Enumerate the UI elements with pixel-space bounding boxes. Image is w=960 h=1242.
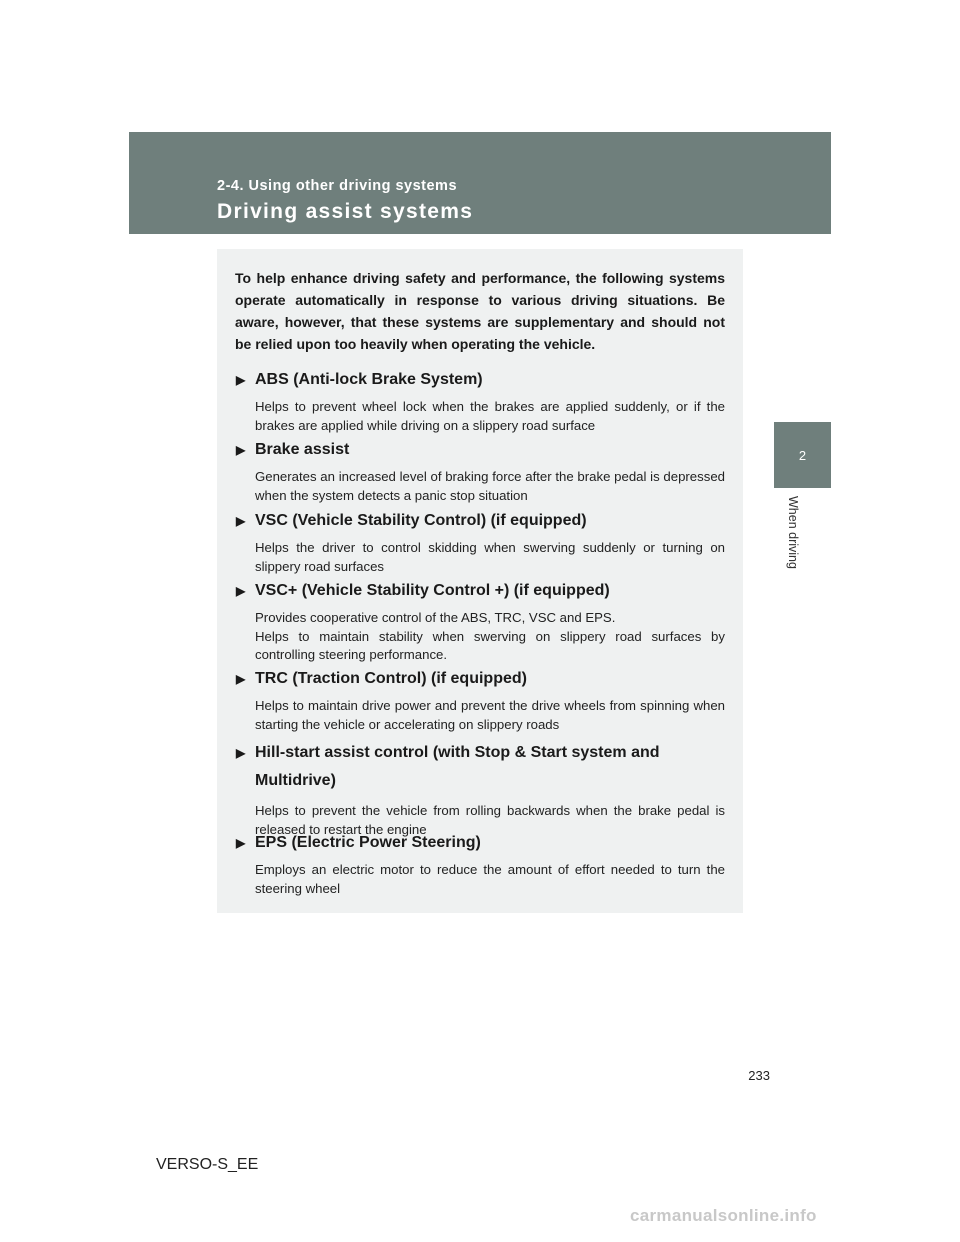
item-title: VSC+ (Vehicle Stability Control +) (if equipped) bbox=[255, 582, 610, 599]
item-description: Employs an electric motor to reduce the amount of effort needed to turn the steering wheel bbox=[255, 862, 725, 896]
page-title: Driving assist systems bbox=[217, 200, 474, 223]
item-heading bbox=[235, 580, 725, 602]
item-heading bbox=[235, 369, 725, 391]
chapter-label: When driving bbox=[786, 496, 800, 569]
item-heading bbox=[235, 739, 725, 795]
chapter-tab bbox=[774, 422, 831, 488]
item-description-line: Provides cooperative control of the ABS, TRC, VSC and EPS. bbox=[255, 610, 616, 625]
item-description: Helps the driver to control skidding when swerving suddenly or turning on slippery road surfaces bbox=[255, 540, 725, 574]
item-description: Helps to maintain drive power and prevent the drive wheels from spinning when starting the vehicle or accelerating on slippery roads bbox=[255, 698, 725, 732]
list-item bbox=[235, 580, 725, 665]
item-title: TRC (Traction Control) (if equipped) bbox=[255, 670, 527, 687]
bullet-icon: ▶ bbox=[236, 443, 246, 457]
page-number: 233 bbox=[748, 1068, 770, 1083]
item-description: Helps to prevent the vehicle from rolling backwards when the brake pedal is released to restart the engine bbox=[255, 803, 725, 837]
document-code: VERSO-S_EE bbox=[156, 1156, 259, 1173]
item-title: EPS (Electric Power Steering) bbox=[255, 834, 481, 851]
item-heading bbox=[235, 439, 725, 461]
list-item bbox=[235, 739, 725, 839]
intro-text: To help enhance driving safety and performance, the following systems operate automatically in response to various driving situations. Be aware, however, that these systems are supplementary and should not be relied upon too heavily when operating the vehicle. bbox=[235, 270, 725, 352]
item-title: Hill-start assist control (with Stop & Start system and Multidrive) bbox=[255, 744, 660, 789]
section-label: 2-4. Using other driving systems bbox=[217, 178, 458, 194]
item-title: Brake assist bbox=[255, 441, 350, 458]
item-heading bbox=[235, 668, 725, 690]
content-box bbox=[217, 249, 743, 913]
bullet-icon: ▶ bbox=[236, 746, 246, 760]
bullet-icon: ▶ bbox=[236, 584, 246, 598]
bullet-icon: ▶ bbox=[236, 514, 246, 528]
item-heading bbox=[235, 510, 725, 532]
item-heading bbox=[235, 832, 725, 854]
watermark: carmanualsonline.info bbox=[630, 1206, 817, 1225]
item-title: ABS (Anti-lock Brake System) bbox=[255, 371, 483, 388]
chapter-number: 2 bbox=[798, 447, 807, 463]
list-item bbox=[235, 832, 725, 898]
bullet-icon: ▶ bbox=[236, 836, 246, 850]
item-title: VSC (Vehicle Stability Control) (if equipped) bbox=[255, 512, 587, 529]
item-description-line: Helps to maintain stability when swerving on slippery road surfaces by controlling steering performance. bbox=[255, 628, 725, 662]
list-item bbox=[235, 668, 725, 734]
header-band bbox=[129, 132, 831, 234]
item-description bbox=[255, 609, 725, 665]
list-item bbox=[235, 439, 725, 505]
bullet-icon: ▶ bbox=[236, 672, 246, 686]
item-description: Helps to prevent wheel lock when the brakes are applied suddenly, or if the brakes are applied while driving on a slippery road surface bbox=[255, 399, 725, 433]
list-item bbox=[235, 510, 725, 576]
item-description: Generates an increased level of braking force after the brake pedal is depressed when the system detects a panic stop situation bbox=[255, 469, 725, 503]
list-item bbox=[235, 369, 725, 435]
bullet-icon: ▶ bbox=[236, 373, 246, 387]
